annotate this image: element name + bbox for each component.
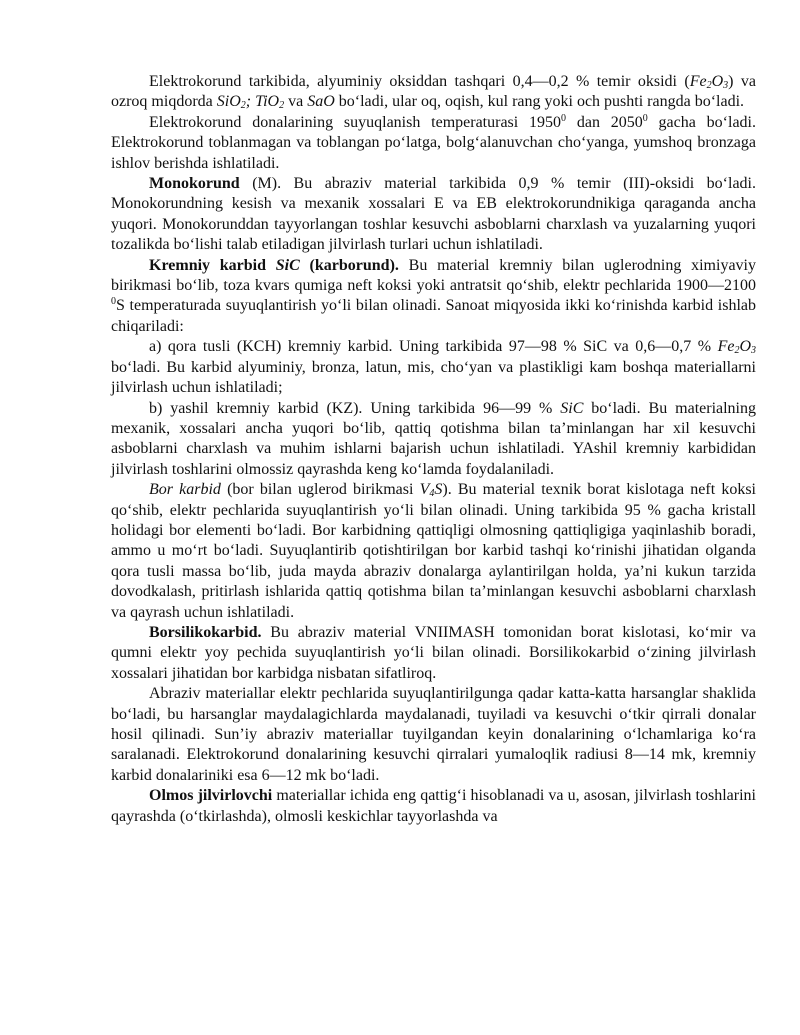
text-run: SaO: [307, 93, 335, 111]
text-run: ;: [245, 93, 256, 111]
text-run: TiO: [255, 93, 280, 111]
paragraph-electrocorundum-composition: [111, 72, 756, 113]
text-run: (karborund).: [299, 256, 399, 274]
text-run: Abraziv materiallar elektr pechlarida suyuqlantirilgunga qadar katta-katta harsanglar shaklida bo‘ladi, bu harsanglar maydalagichlarda maydalanadi, tuyiladi va kesuvchi o‘tkir qirrali donalar hosil qilinadi. Sun’iy abraziv materiallar tuyilgandan keyin donalarining o‘lchamlariga ko‘ra saralanadi. Elektrokorund donalarining kesuvchi qirralari yumaloqlik radiusi 8—14 mk, kremniy karbid donalariniki esa 6—12 mk bo‘ladi.: [111, 685, 756, 784]
text-run: 0: [561, 112, 567, 124]
text-run: 3: [751, 345, 756, 357]
text-run: b) yashil kremniy karbid (KZ). Uning tarkibida 96—99 %: [149, 399, 561, 417]
text-run: a) qora tusli (KCH) kremniy karbid. Uning tarkibida 97—98 % SiC va 0,6—0,7 %: [149, 338, 718, 356]
paragraph-diamond: [111, 786, 756, 827]
text-run: (M). Bu abraziv material tarkibida 0,9 % temir (III)-oksidi bo‘ladi. Monokorundning kesish va mexanik xossalari E va EB elektrokorundnikiga qaraganda ancha yuqori. Monokorunddan tayyorlangan toshlar kesuvchi asboblarni charxlash va yuzalarning yuqori tozalikda bo‘lishi talab etiladigan jilvirlash turlari uchun ishlatiladi.: [111, 175, 756, 254]
paragraph-boron-carbide: [111, 480, 756, 623]
paragraph-green-silicon-carbide: [111, 399, 756, 481]
text-run: O: [711, 73, 724, 90]
text-run: Olmos jilvirlovchi: [149, 787, 273, 805]
text-run: 4: [429, 488, 435, 500]
text-run: Elektrokorund donalarining suyuqlanish temperaturasi 1950: [149, 113, 562, 131]
text-run: S: [434, 481, 443, 499]
text-run: (bor bilan uglerod birikmasi: [220, 481, 420, 499]
text-run: Kremniy karbid: [149, 256, 276, 274]
text-run: Fe: [717, 338, 735, 356]
text-run: Bu abraziv material VNIIMASH tomonidan borat kislotasi, ko‘mir va qumni elektr yoy pechida suyuqlantirish yo‘li bilan olinadi. Borsilikokarbid o‘zining jilvirlash xossalari jihatidan bor karbidga nisbatan sifatliroq.: [111, 623, 756, 682]
text-run: Monokorund: [149, 175, 240, 193]
text-run: bo‘ladi, ular oq, oqish, kul rang yoki och pushti rangda bo‘ladi.: [334, 93, 745, 111]
text-run: va: [284, 93, 308, 111]
document-page: [111, 72, 756, 827]
text-run: O: [739, 338, 751, 356]
text-run: Fe: [689, 73, 707, 90]
text-run: SiC: [560, 399, 584, 417]
paragraph-black-silicon-carbide: [111, 337, 756, 398]
paragraph-silicon-carbide: [111, 256, 756, 338]
text-run: Elektrokorund tarkibida, alyuminiy oksiddan tashqari 0,4—0,2 % temir oksidi (: [149, 73, 690, 90]
text-run: dan 2050: [566, 113, 643, 131]
text-run: V: [419, 481, 430, 499]
text-run: 0: [111, 296, 116, 308]
text-run: bo‘ladi. Bu karbid alyuminiy, bronza, latun, mis, cho‘yan va plastikligi kam boshqa materiallarni jilvirlash uchun ishlatiladi;: [111, 358, 756, 397]
text-run: 2: [240, 100, 246, 112]
text-run: Bor karbid: [149, 481, 221, 499]
text-run: SiO: [216, 93, 241, 111]
text-run: SiC: [275, 256, 300, 274]
text-run: 3: [723, 80, 729, 91]
text-run: Borsilikokarbid.: [149, 623, 262, 641]
paragraph-monocorundum: [111, 174, 756, 256]
text-run: 0: [642, 112, 648, 124]
text-run: gacha bo‘ladi. Elektrokorund toblanmagan va toblangan po‘latga, bolg‘alanuvchan cho‘yanga, yumshoq bronzaga ishlov berishda ishlatiladi.: [111, 113, 756, 172]
text-run: ) va ozroq miqdorda: [111, 73, 756, 111]
text-run: Bu material kremniy bilan uglerodning ximiyaviy birikmasi bo‘lib, toza kvars qumiga neft koksi yoki antratsit qo‘shib, elektr pechlarida 1900—2100: [111, 256, 756, 295]
text-run: 2: [279, 100, 285, 112]
text-run: 2: [734, 345, 740, 357]
text-run: 2: [706, 80, 712, 91]
text-run: materiallar ichida eng qattig‘i hisoblanadi va u, asosan, jilvirlash toshlarini qayrashda (o‘tkirlashda), olmosli keskichlar tayyorlashda va: [111, 787, 756, 825]
paragraph-electrocorundum-melting: [111, 113, 756, 174]
paragraph-borsilicocarbide: [111, 623, 756, 684]
text-run: bo‘ladi. Bu materialning mexanik, xossalari ancha yuqori bo‘lib, qattiq qotishma bilan ta’minlangan har xil kesuvchi asboblarni charxlash va muhim ishlarni bajarish uchun ishlatiladi. YAshil kremniy karbididan jilvirlash toshlarini olmossiz qayrashda keng ko‘lamda foydalaniladi.: [111, 399, 757, 478]
text-run: S temperaturada suyuqlantirish yo‘li bilan olinadi. Sanoat miqyosida ikki ko‘rinishda karbid ishlab chiqariladi:: [111, 297, 756, 335]
paragraph-abrasive-processing: [111, 684, 756, 786]
text-run: ). Bu material texnik borat kislotaga neft koksi qo‘shib, elektr pechlarida suyuqlantirish yo‘li bilan olinadi. Uning tarkibida 95 % gacha kristall holidagi bor elementi bo‘ladi. Bor karbidning qattiqligi olmosning qattiqligiga yaqinlashib boradi, ammo u mo‘rt bo‘ladi. Suyuqlantirib qotishtirilgan bor karbid tashqi ko‘rinishi jihatidan olganda qora tusli massa bo‘lib, juda mayda abraziv donalarga aylantirilgan holda, ya’ni kukun tarzida dovodkalash, pritirlash ishlarida qattiq qotishma bilan ta’minlangan kesuvchi asboblarni charxlash va qayrash uchun ishlatiladi.: [111, 481, 756, 621]
